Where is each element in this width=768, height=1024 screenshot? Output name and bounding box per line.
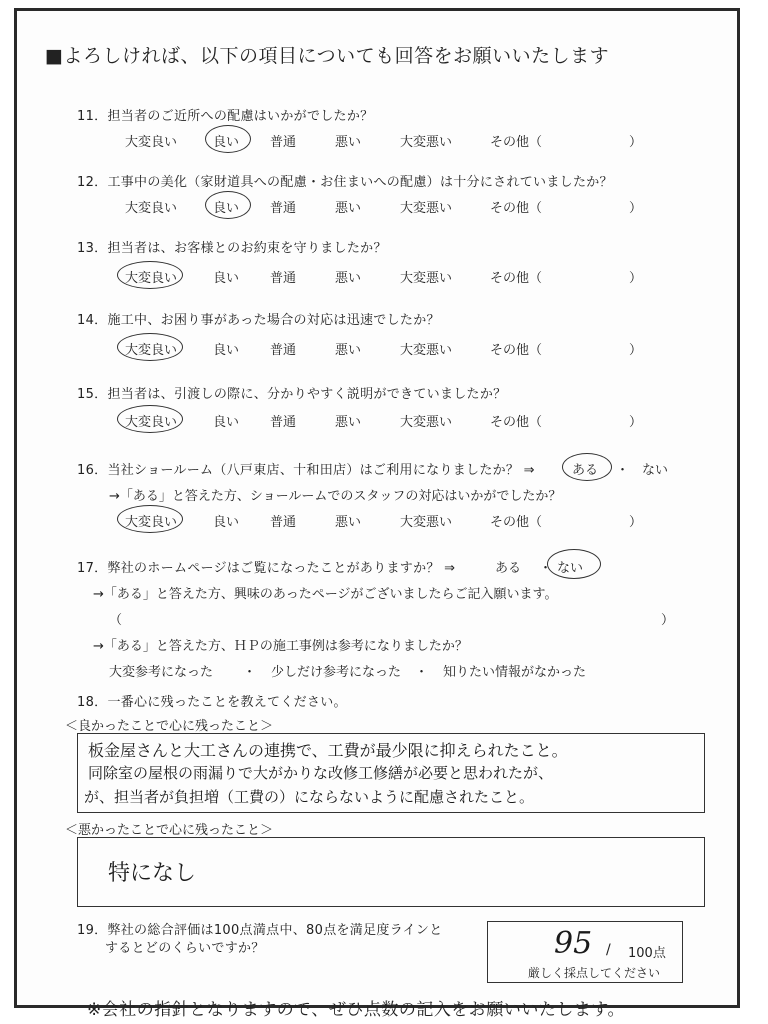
option-normal[interactable]: 普通 <box>270 343 297 358</box>
option-bad[interactable]: 悪い <box>335 201 362 216</box>
option-yes[interactable]: ある <box>572 463 599 478</box>
paren-close: ） <box>629 271 643 286</box>
option-no[interactable]: ない <box>642 463 669 478</box>
option-normal[interactable]: 普通 <box>270 271 297 286</box>
paren-close: ） <box>629 201 643 216</box>
paren-close: ） <box>629 515 643 530</box>
separator-dot: ・ <box>415 665 429 680</box>
good-answer-line-3: が、担当者が負担増（工費の）にならないように配慮されたこと。 <box>84 788 535 806</box>
option-other[interactable]: その他（ <box>490 135 543 150</box>
score-value: 95 <box>554 926 593 961</box>
question-16: 16．当社ショールーム（八戸東店、十和田店）はご利用になりましたか？ ⇒ <box>77 463 535 478</box>
question-14: 14．施工中、お困り事があった場合の対応は迅速でしたか？ <box>77 313 440 328</box>
option-normal[interactable]: 普通 <box>270 201 297 216</box>
option-normal[interactable]: 普通 <box>270 135 297 150</box>
option-very-good[interactable]: 大変良い <box>125 343 178 358</box>
option-not-helpful[interactable]: 知りたい情報がなかった <box>443 665 587 680</box>
option-no[interactable]: ない <box>557 561 584 576</box>
option-very-bad[interactable]: 大変悪い <box>400 201 453 216</box>
survey-sheet <box>14 8 740 1020</box>
q17-followup-2: →「ある」と答えた方、ＨＰの施工事例は参考になりましたか？ <box>93 639 468 654</box>
option-very-good[interactable]: 大変良い <box>125 135 178 150</box>
option-somewhat-helpful[interactable]: 少しだけ参考になった <box>271 665 402 680</box>
good-label: ＜良かったことで心に残ったこと＞ <box>65 719 274 734</box>
option-other[interactable]: その他（ <box>490 515 543 530</box>
option-normal[interactable]: 普通 <box>270 515 297 530</box>
bad-label: ＜悪かったことで心に残ったこと＞ <box>65 823 274 838</box>
bad-answer-box[interactable] <box>77 837 705 907</box>
paren-close: ） <box>629 135 643 150</box>
option-other[interactable]: その他（ <box>490 343 543 358</box>
good-answer-line-1: 板金屋さんと大工さんの連携で、工費が最少限に抑えられたこと。 <box>88 741 568 760</box>
option-very-bad[interactable]: 大変悪い <box>400 515 453 530</box>
option-good[interactable]: 良い <box>213 515 240 530</box>
paren-close: ） <box>629 343 643 358</box>
option-bad[interactable]: 悪い <box>335 415 362 430</box>
q17-answer-close: ） <box>661 613 675 628</box>
q17-followup-1: →「ある」と答えた方、興味のあったページがございましたらご記入願います。 <box>93 587 558 602</box>
separator-dot: ・ <box>539 561 553 576</box>
question-13: 13．担当者は、お客様とのお約束を守りましたか？ <box>77 241 387 256</box>
footer-note: ※会社の指針となりますので、ぜひ点数の記入をお願いいたします。 <box>87 1000 626 1020</box>
option-other[interactable]: その他（ <box>490 201 543 216</box>
good-answer-box[interactable] <box>77 733 705 813</box>
score-note: 厳しく採点してください <box>528 966 661 980</box>
option-normal[interactable]: 普通 <box>270 415 297 430</box>
option-very-bad[interactable]: 大変悪い <box>400 415 453 430</box>
q17-answer-open[interactable]: （ <box>109 613 123 628</box>
option-very-bad[interactable]: 大変悪い <box>400 135 453 150</box>
q16-followup: →「ある」と答えた方、ショールームでのスタッフの対応はいかがでしたか？ <box>109 489 562 504</box>
option-other[interactable]: その他（ <box>490 415 543 430</box>
question-11: 11．担当者のご近所への配慮はいかがでしたか？ <box>77 109 374 124</box>
option-good[interactable]: 良い <box>213 135 240 150</box>
good-answer-line-2: 同除室の屋根の雨漏りで大がかりな改修工修繕が必要と思われたが、 <box>88 764 554 782</box>
option-good[interactable]: 良い <box>213 271 240 286</box>
score-max: 100点 <box>628 946 666 961</box>
question-19-line-1: 19．弊社の総合評価は100点満点中、80点を満足度ラインと <box>77 923 443 938</box>
option-very-good[interactable]: 大変良い <box>125 515 178 530</box>
option-good[interactable]: 良い <box>213 415 240 430</box>
section-heading: ■よろしければ、以下の項目についても回答をお願いいたします <box>45 45 610 67</box>
option-good[interactable]: 良い <box>213 343 240 358</box>
option-bad[interactable]: 悪い <box>335 271 362 286</box>
question-18: 18．一番心に残ったことを教えてください。 <box>77 695 347 710</box>
separator-dot: ・ <box>243 665 257 680</box>
option-yes[interactable]: ある <box>495 561 522 576</box>
option-other[interactable]: その他（ <box>490 271 543 286</box>
option-very-good[interactable]: 大変良い <box>125 415 178 430</box>
question-17: 17．弊社のホームページはご覧になったことがありますか？ ⇒ <box>77 561 456 576</box>
option-good[interactable]: 良い <box>213 201 240 216</box>
option-bad[interactable]: 悪い <box>335 343 362 358</box>
question-12: 12．工事中の美化（家財道具への配慮・お住まいへの配慮）は十分にされていましたか？ <box>77 175 613 190</box>
question-19-line-2: するとどのくらいですか？ <box>105 941 265 956</box>
score-slash: / <box>606 942 611 958</box>
option-very-good[interactable]: 大変良い <box>125 201 178 216</box>
paren-close: ） <box>629 415 643 430</box>
separator-dot: ・ <box>616 463 630 478</box>
option-bad[interactable]: 悪い <box>335 515 362 530</box>
option-very-bad[interactable]: 大変悪い <box>400 343 453 358</box>
option-bad[interactable]: 悪い <box>335 135 362 150</box>
option-very-bad[interactable]: 大変悪い <box>400 271 453 286</box>
score-box[interactable] <box>487 921 683 983</box>
option-very-helpful[interactable]: 大変参考になった <box>109 665 214 680</box>
question-15: 15．担当者は、引渡しの際に、分かりやすく説明ができていましたか？ <box>77 387 507 402</box>
option-very-good[interactable]: 大変良い <box>125 271 178 286</box>
bad-answer-text: 特になし <box>108 861 197 886</box>
